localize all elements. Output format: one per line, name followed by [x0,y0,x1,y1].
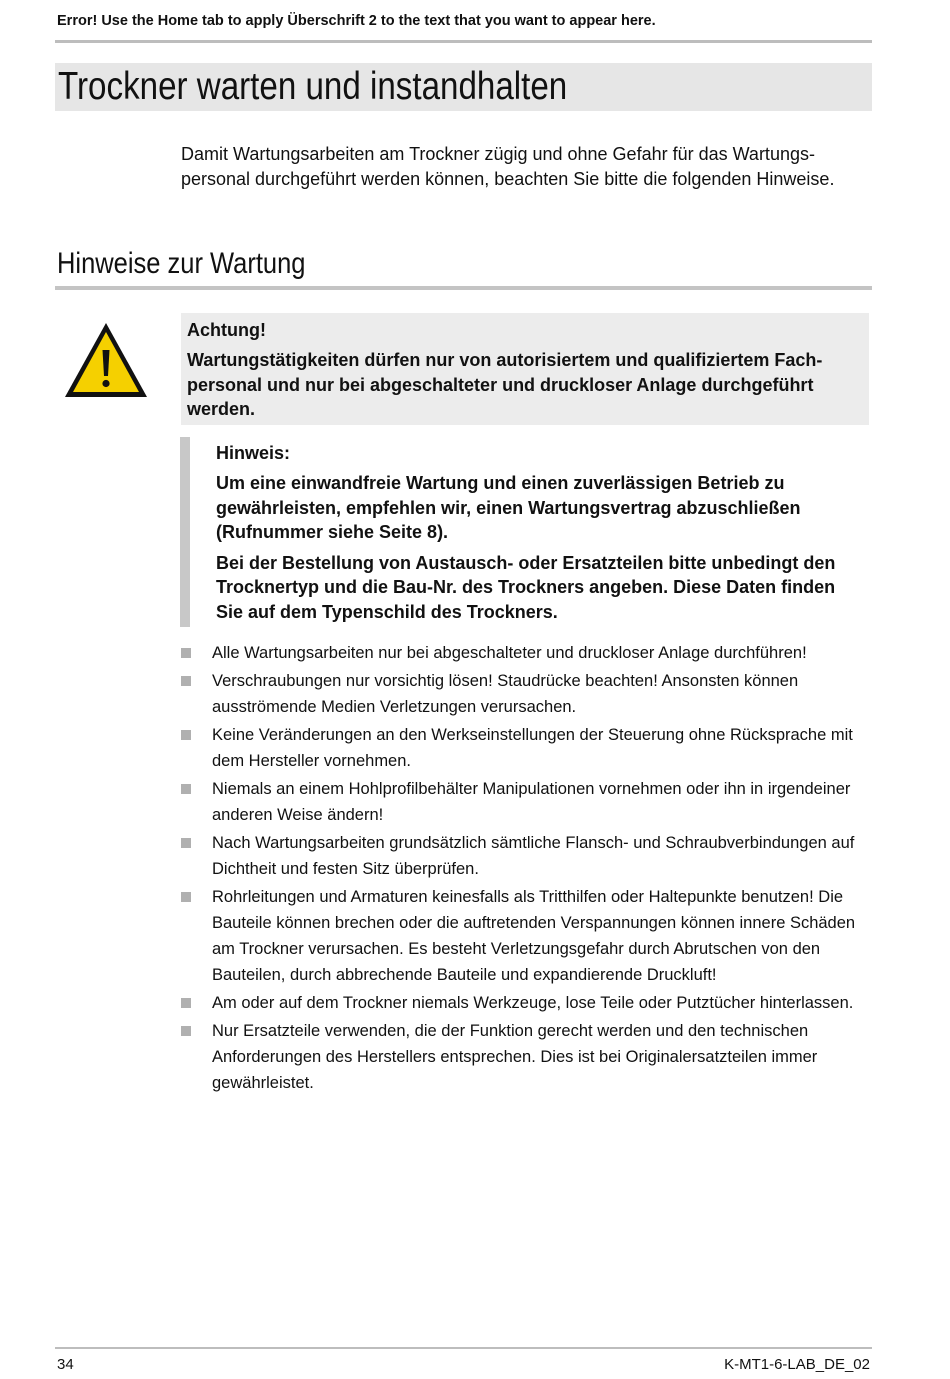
note-block [216,441,866,630]
list-item-text: Niemals an einem Hohlprofilbehälter Manipulationen vornehmen oder ihn in irgendeiner anderen Weise ändern! [212,780,851,824]
square-bullet-icon [181,838,191,848]
square-bullet-icon [181,998,191,1008]
square-bullet-icon [181,648,191,658]
note-side-bar [180,437,190,627]
warning-triangle-icon [63,320,149,400]
list-item-text: Keine Veränderungen an den Werkseinstellungen der Steuerung ohne Rücksprache mit dem Hersteller vornehmen. [212,726,853,770]
list-item [181,1018,871,1096]
list-item [181,830,871,882]
warning-title: Achtung! [187,320,266,340]
list-item-text: Rohrleitungen und Armaturen keinesfalls als Tritthilfen oder Haltepunkte benutzen! Die Bauteile können brechen oder die auftretenden Verspannungen können innere Schäden am Trockner verursachen. Es besteht Verletzungsgefahr durch Abrutschen von den Bauteilen, durch abbrechende Bauteile und expandierende Druckluft! [212,888,856,984]
maintenance-rules-list [181,640,871,1098]
square-bullet-icon [181,1026,191,1036]
footer-divider [55,1347,872,1349]
list-item-text: Alle Wartungsarbeiten nur bei abgeschalteter und druckloser Anlage durchführen! [212,644,807,662]
list-item-text: Nur Ersatzteile verwenden, die der Funktion gerecht werden und den technischen Anforderungen des Herstellers entsprechen. Dies ist bei Originalersatzteilen immer gewährleistet. [212,1022,818,1092]
list-item [181,990,871,1016]
list-item [181,668,871,720]
warning-text: Wartungstätigkeiten dürfen nur von autorisiertem und qualifiziertem Fach-personal und nur bei abgeschalteter und druckloser Anlage durchgeführt werden. [187,350,823,419]
document-id: K-MT1-6-LAB_DE_02 [724,1356,870,1373]
list-item-text: Nach Wartungsarbeiten grundsätzlich sämtliche Flansch- und Schraubverbindungen auf Dichtheit und festen Sitz überprüfen. [212,834,855,878]
page-title: Trockner warten und instandhalten [58,65,568,108]
square-bullet-icon [181,892,191,902]
note-paragraph: Um eine einwandfreie Wartung und einen zuverlässigen Betrieb zu gewährleisten, empfehlen wir, einen Wartungsvertrag abzuschließen (Rufnummer siehe Seite 8). [216,473,801,542]
note-paragraph: Bei der Bestellung von Austausch- oder Ersatzteilen bitte unbedingt den Trocknertyp und die Bau-Nr. des Trockners angeben. Diese Daten finden Sie auf dem Typenschild des Trockners. [216,552,836,622]
list-item [181,776,871,828]
note-title: Hinweis: [216,443,291,463]
page-number: 34 [57,1356,74,1373]
square-bullet-icon [181,730,191,740]
section-heading: Hinweise zur Wartung [57,247,306,280]
section-divider [55,286,872,290]
list-item [181,722,871,774]
warning-box [181,313,869,425]
running-header: Error! Use the Home tab to apply Überschrift 2 to the text that you want to appear here. [57,13,656,29]
list-item [181,640,871,666]
square-bullet-icon [181,784,191,794]
list-item-text: Verschraubungen nur vorsichtig lösen! Staudrücke beachten! Ansonsten können ausströmende Medien Verletzungen verursachen. [212,672,799,716]
intro-paragraph: Damit Wartungsarbeiten am Trockner zügig und ohne Gefahr für das Wartungs-personal durchgeführt werden können, beachten Sie bitte die folgenden Hinweise. [181,144,835,189]
list-item [181,884,871,988]
square-bullet-icon [181,676,191,686]
title-band [55,63,872,111]
header-divider [55,40,872,43]
list-item-text: Am oder auf dem Trockner niemals Werkzeuge, lose Teile oder Putztücher hinterlassen. [212,994,854,1012]
